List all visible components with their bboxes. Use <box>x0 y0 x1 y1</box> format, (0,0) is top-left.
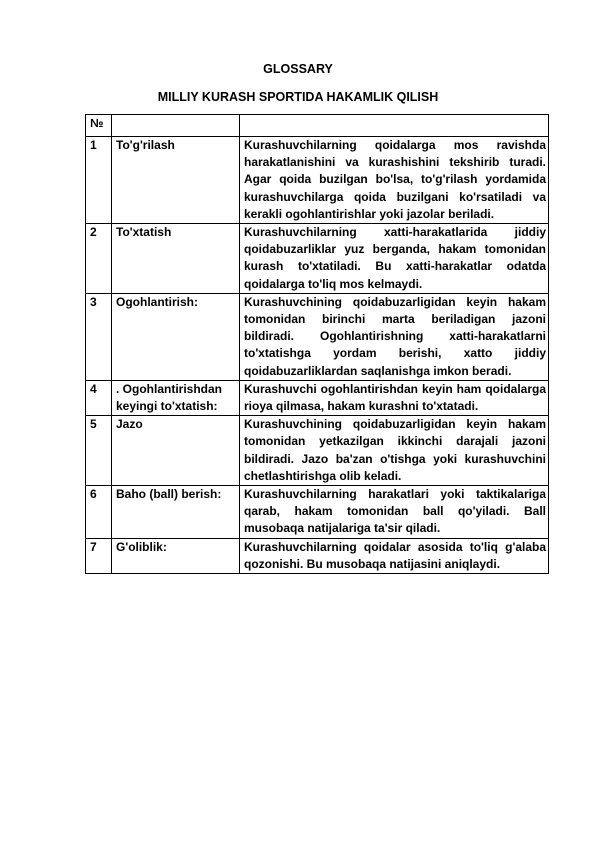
row-term: Jazo <box>112 416 240 486</box>
row-term: Ogohlantirish: <box>112 293 240 380</box>
table-row <box>86 538 549 573</box>
row-term: To'g'rilash <box>112 137 240 224</box>
table-row <box>86 293 549 380</box>
row-term: To'xtatish <box>112 224 240 294</box>
row-definition: Kurashuvchilarning harakatlari yoki taktikalariga qarab, hakam tomonidan ball qo'yiladi. Ball musobaqa natijalariga ta'sir qiladi. <box>240 486 549 539</box>
table-header-row <box>86 115 549 137</box>
row-number: 7 <box>86 538 112 573</box>
row-number: 4 <box>86 380 112 415</box>
row-number: 5 <box>86 416 112 486</box>
document-title: GLOSSARY <box>263 62 333 76</box>
row-term: G'oliblik: <box>112 538 240 573</box>
row-definition: Kurashuvchilarning qoidalar asosida to'liq g'alaba qozonishi. Bu musobaqa natijasini aniqlaydi. <box>240 538 549 573</box>
header-definition <box>240 115 549 137</box>
row-definition: Kurashuvchi ogohlantirishdan keyin ham qoidalarga rioya qilmasa, hakam kurashni to'xtatadi. <box>240 380 549 415</box>
table-row <box>86 380 549 415</box>
row-number: 3 <box>86 293 112 380</box>
row-definition: Kurashuvchilarning qoidalarga mos ravishda harakatlanishini va kurashishini tekshirib turadi. Agar qoida buzilgan bo'lsa, to'g'rilash yordamida kurashuvchilarga qoida buzilgani ko'rsatiladi va kerakli ogohlantirishlar yoki jazolar beriladi. <box>240 137 549 224</box>
row-number: 6 <box>86 486 112 539</box>
table-row <box>86 486 549 539</box>
header-number: № <box>86 115 112 137</box>
row-term: . Ogohlantirishdan keyingi to'xtatish: <box>112 380 240 415</box>
row-definition: Kurashuvchining qoidabuzarligidan keyin hakam tomonidan yetkazilgan ikkinchi darajali jazoni bildiradi. Jazo ba'zan o'tishga yoki kurashuvchini chetlashtirishga olib keladi. <box>240 416 549 486</box>
row-definition: Kurashuvchining qoidabuzarligidan keyin hakam tomonidan birinchi marta beriladigan jazoni bildiradi. Ogohlantirishning xatti-harakatlarni to'xtatishga yordam berishi, xatto jiddiy qoidabuzarliklardan saqlanishga imkon beradi. <box>240 293 549 380</box>
table-row <box>86 224 549 294</box>
header-term <box>112 115 240 137</box>
document-subtitle: MILLIY KURASH SPORTIDA HAKAMLIK QILISH <box>157 90 439 104</box>
table-row <box>86 137 549 224</box>
table-row <box>86 416 549 486</box>
glossary-table <box>85 114 549 574</box>
row-number: 1 <box>86 137 112 224</box>
row-definition: Kurashuvchilarning xatti-harakatlarida jiddiy qoidabuzarliklar yuz berganda, hakam tomonidan kurash to'xtatiladi. Bu xatti-harakatlar odatda qoidalarga to'liq mos kelmaydi. <box>240 224 549 294</box>
row-term: Baho (ball) berish: <box>112 486 240 539</box>
row-number: 2 <box>86 224 112 294</box>
